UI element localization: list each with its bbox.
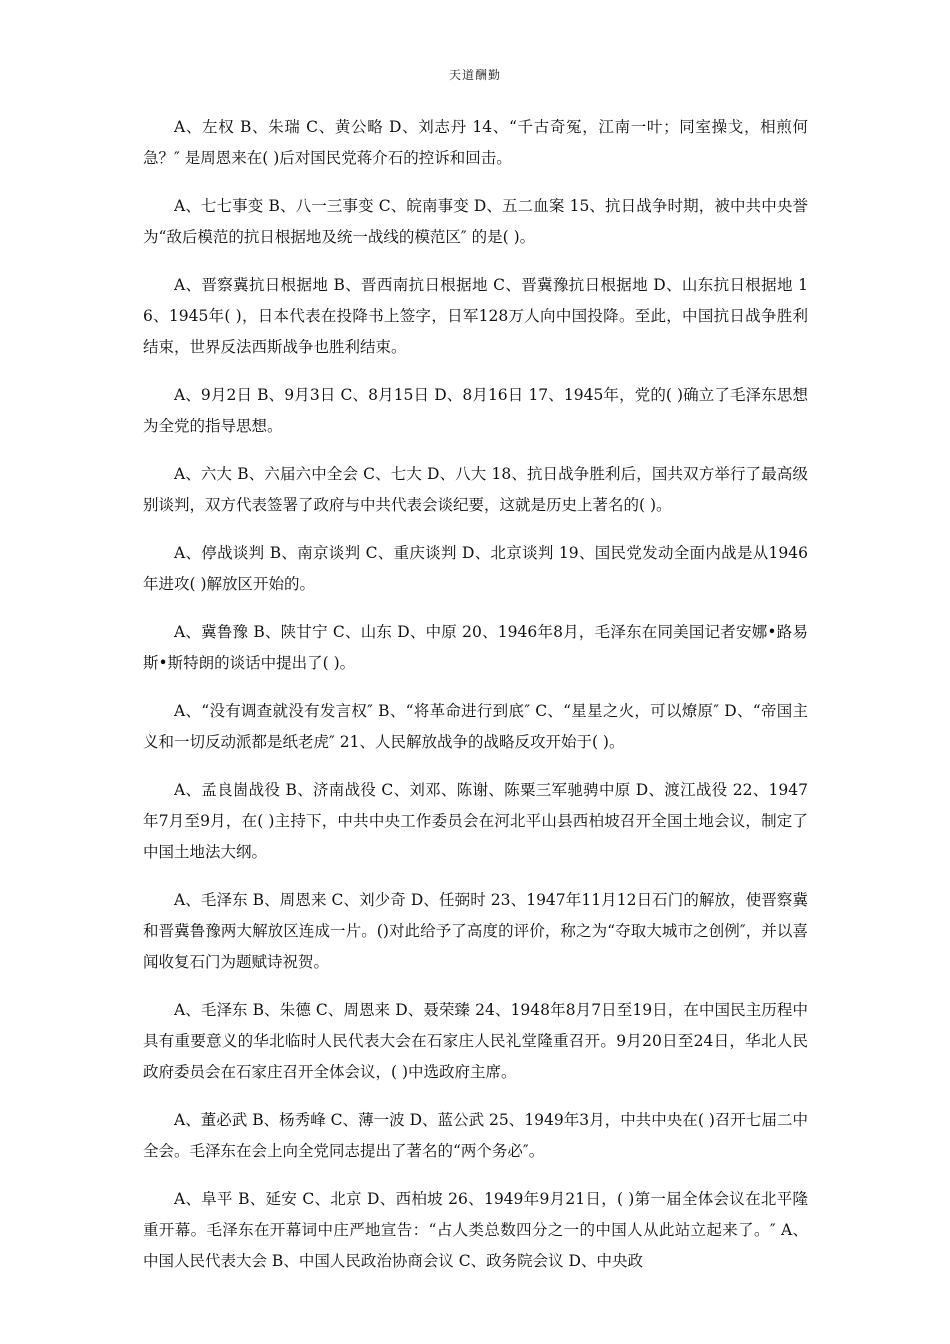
paragraph-q24: A、毛泽东 B、朱德 C、周恩来 D、聂荣臻 24、1948年8月7日至19日，在中国民主历程中具有重要意义的华北临时人民代表大会在石家庄人民礼堂隆重召开。9月20日至24日，华北人民政府委员会在石家庄召开全体会议，( )中选政府主席。 [143, 1001, 808, 1081]
paragraph-q15: A、七七事变 B、八一三事变 C、皖南事变 D、五二血案 15、抗日战争时期，被中共中央誉为“敌后模范的抗日根据地及统一战线的模范区″ 的是( )。 [143, 197, 808, 246]
paragraph-q20: A、冀鲁豫 B、陕甘宁 C、山东 D、中原 20、1946年8月，毛泽东在同美国记者安娜•路易斯•斯特朗的谈话中提出了( )。 [143, 623, 808, 672]
paragraph-q14: A、左权 B、朱瑞 C、黄公略 D、刘志丹 14、“千古奇冤，江南一叶；同室操戈，相煎何急？″ 是周恩来在( )后对国民党蒋介石的控诉和回击。 [143, 118, 808, 167]
page-header: 天道酬勤 [448, 68, 501, 82]
paragraph-q26: A、阜平 B、延安 C、北京 D、西柏坡 26、1949年9月21日，( )第一届全体会议在北平隆重开幕。毛泽东在开幕词中庄严地宣告：“占人类总数四分之一的中国人从此站立起来了。″ A、中国人民代表大会 B、中国人民政治协商会议 C、政务院会议 D、中央政 [143, 1190, 808, 1270]
paragraph-q23: A、毛泽东 B、周恩来 C、刘少奇 D、任弼时 23、1947年11月12日石门的解放，使晋察冀和晋冀鲁豫两大解放区连成一片。()对此给予了高度的评价，称之为“夺取大城市之创例″，并以喜闻收复石门为题赋诗祝贺。 [143, 891, 808, 971]
document-body [143, 112, 808, 1294]
paragraph-q19: A、停战谈判 B、南京谈判 C、重庆谈判 D、北京谈判 19、国民党发动全面内战是从1946年进攻( )解放区开始的。 [143, 544, 808, 593]
paragraph-q16: A、晋察冀抗日根据地 B、晋西南抗日根据地 C、晋冀豫抗日根据地 D、山东抗日根据地 16、1945年( )，日本代表在投降书上签字，日军128万人向中国投降。至此，中国抗日战争胜利结束，世界反法西斯战争也胜利结束。 [143, 276, 808, 356]
paragraph-q18: A、六大 B、六届六中全会 C、七大 D、八大 18、抗日战争胜利后，国共双方举行了最高级别谈判，双方代表签署了政府与中共代表会谈纪要，这就是历史上著名的( )。 [143, 465, 808, 514]
paragraph-q25: A、董必武 B、杨秀峰 C、薄一波 D、蓝公武 25、1949年3月，中共中央在( )召开七届二中全会。毛泽东在会上向全党同志提出了著名的“两个务必″。 [143, 1111, 808, 1160]
paragraph-q17: A、9月2日 B、9月3日 C、8月15日 D、8月16日 17、1945年，党的( )确立了毛泽东思想为全党的指导思想。 [143, 386, 808, 435]
paragraph-q22: A、孟良崮战役 B、济南战役 C、刘邓、陈谢、陈粟三军驰骋中原 D、渡江战役 22、1947年7月至9月，在( )主持下，中共中央工作委员会在河北平山县西柏坡召开全国土地会议，制定了中国土地法大纲。 [143, 781, 808, 861]
paragraph-q21: A、“没有调查就没有发言权″ B、“将革命进行到底″ C、“星星之火，可以燎原″ D、“帝国主义和一切反动派都是纸老虎″ 21、人民解放战争的战略反攻开始于( )。 [143, 702, 808, 751]
